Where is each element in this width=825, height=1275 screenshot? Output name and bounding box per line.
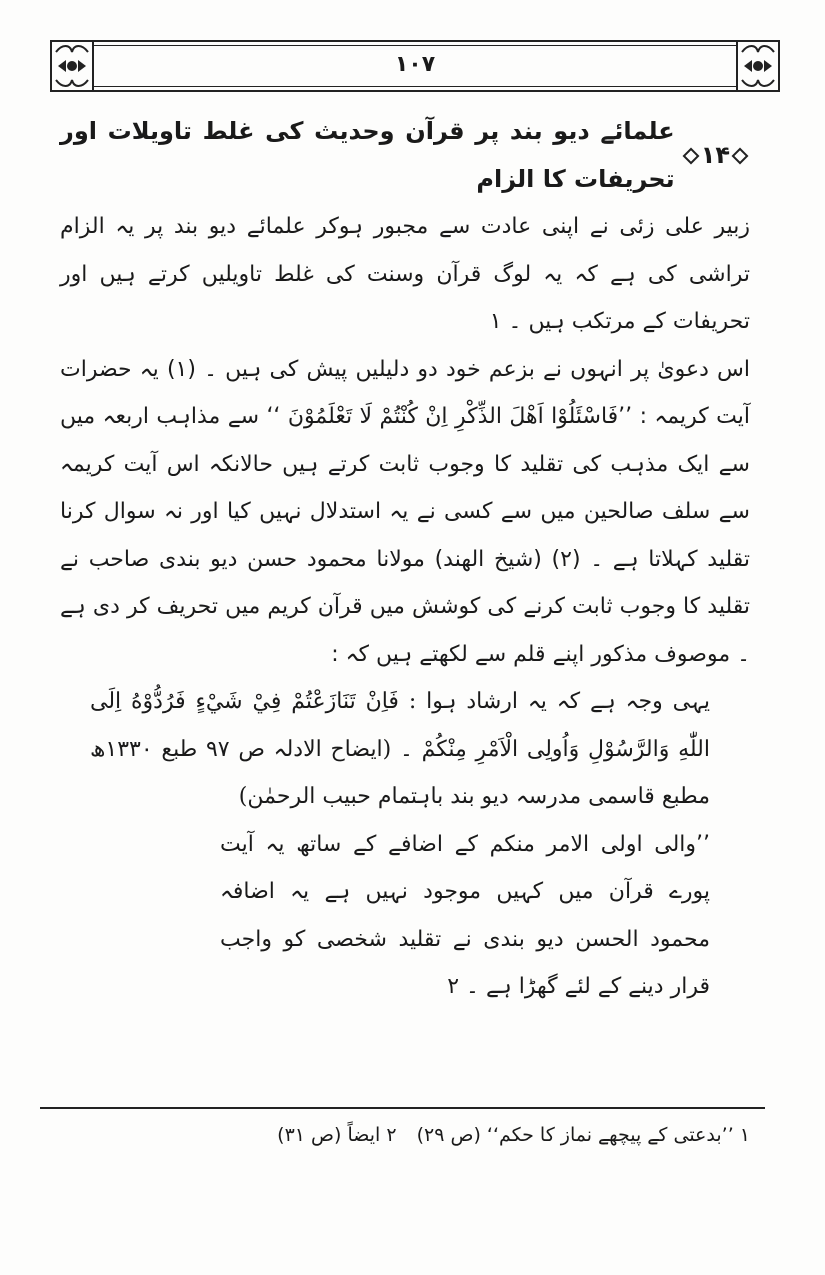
paragraph: زبیر علی زئی نے اپنی عادت سے مجبور ہوکر علمائے دیو بند پر یہ الزام تراشی کی ہے کہ یہ لوگ قرآن وسنت کی غلط تاویلیں کرتے ہیں اور تحریفات کے مرتکب ہیں ۔ ۱ [60,214,750,334]
diamond-icon [732,147,749,164]
page-header [50,40,780,92]
page-number: ۱۰۷ [394,52,436,77]
header-rule-bottom [94,90,736,92]
section-number-value: ۱۴ [700,140,730,169]
diamond-icon [682,147,699,164]
quoted-passage: یہی وجہ ہے کہ یہ ارشاد ہوا : فَاِنْ تَنَازَعْتُمْ فِيْ شَيْءٍ فَرُدُّوْهُ اِلَى اللّٰهِ وَالرَّسُوْلِ وَاُولِى الْاَمْرِ مِنْكُمْ ۔ (ایضاح الادلہ ص ۹۷ طبع ۱۳۳۰ھ مطبع قاسمی مدرسہ دیو بند باہتمام حبیب الرحمٰن) [90,689,710,809]
section-heading [60,108,750,203]
page-content [60,108,750,1011]
section-title: علمائے دیو بند پر قرآن وحدیث کی غلط تاویلات اور تحریفات کا الزام [60,117,675,193]
section-number [681,132,750,180]
quoted-statement: ’’والی اولی الامر منکم کے اضافے کے ساتھ یہ آیت پورے قرآن میں کہیں موجود نہیں ہے یہ اضافہ محمود الحسن دیو بندی نے تقلید شخصی کو واجب قرار دینے کے لئے گھڑا ہے ۔ ۲ [220,831,710,999]
paragraph: اس دعویٰ پر انہوں نے بزعم خود دو دلیلیں پیش کی ہیں ۔ (۱) یہ حضرات آیت کریمہ : ’’فَاسْئَلُوْا اَهْلَ الذِّكْرِ اِنْ كُنْتُمْ لَا تَعْلَمُوْنَ ‘‘ سے مذاہب اربعہ میں سے ایک مذہب کی تقلید کا وجوب ثابت کرتے ہیں حالانکہ اس آیت کریمہ سے سلف صالحین میں سے کسی نے یہ استدلال نہیں کیا اور نہ سوال کرنا تقلید کہلاتا ہے ۔ (۲) (شیخ الھند) مولانا محمود حسن دیو بندی صاحب نے تقلید کا وجوب ثابت کرنے کی کوشش میں قرآن کریم میں تحریف کر دی ہے ۔ موصوف مذکور اپنے قلم سے لکھتے ہیں کہ : [60,356,750,667]
header-rule-top [94,40,736,42]
header-rule-top-inner [94,45,736,46]
footnote-2: ۲ ایضاً (ص ۳۱) [277,1124,397,1146]
footnote-1: ۱ ’’بدعتی کے پیچھے نماز کا حکم‘‘ (ص ۲۹) [416,1124,750,1146]
footnote-divider [40,1107,765,1109]
floral-ornament-icon [736,40,780,92]
header-rule-bottom-inner [94,86,736,87]
footnotes [250,1124,750,1146]
